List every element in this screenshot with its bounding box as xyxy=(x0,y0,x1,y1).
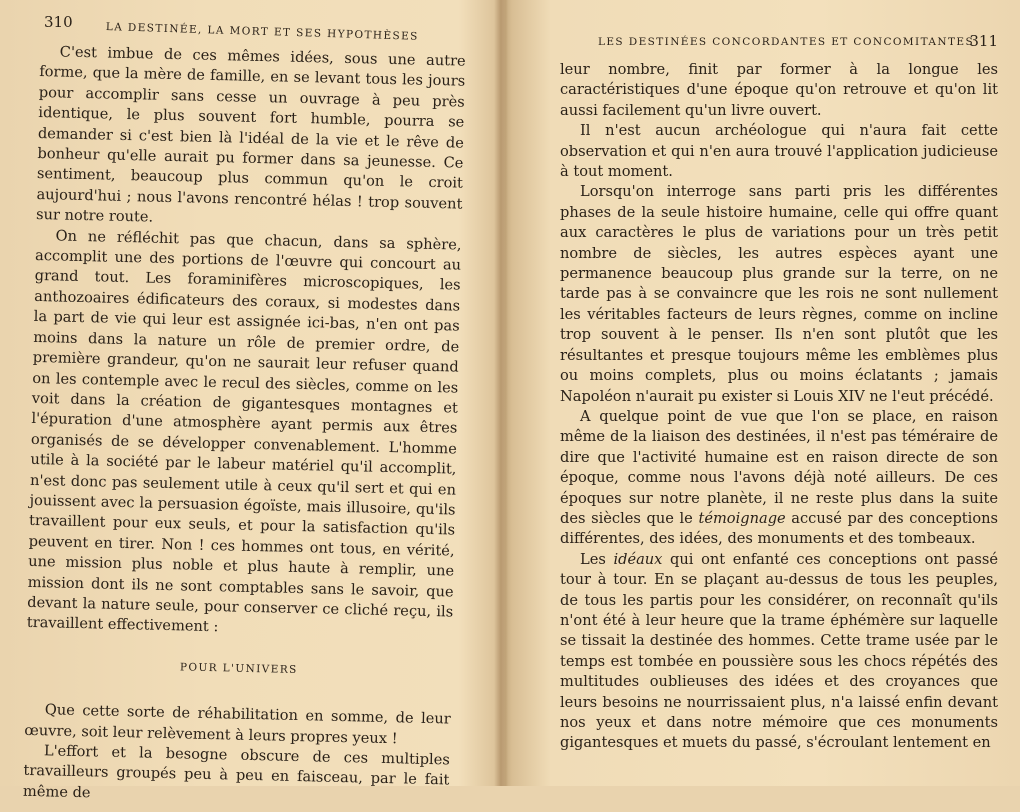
paragraph-ideaux xyxy=(560,550,998,754)
paragraph: On ne réfléchit pas que chacun, dans sa sphère, accomplit une des portions de l'œuvre qui concourt au grand tout. Les foraminifères microscopiques, les anthozoaires édificateurs des coraux, si modestes dans la part de vie qui leur est assignée ici-bas, n'en ont pas moins dans la nature un rôle de premier ordre, de première grandeur, qu'on ne saurait leur refuser quand on les contemple avec le recul des siècles, comme on les voit dans la création de gigantesques montagnes et l'épuration d'une atmosphère ayant permis aux êtres organisés de se développer convenablement. L'homme utile à la société par le labeur matériel qu'il accomplit, n'est donc pas seulement utile à ceux qu'il sert et qui en jouissent avec la persuasion égoïste, mais illusoire, qu'ils travaillent pour eux seuls, et pour la satisfaction qu'ils peuvent en tirer. Non ! ces hommes ont tous, en vérité, une mission plus noble et plus haute à remplir, une mission dont ils ne sont comptables sans le savoir, que devant la nature seule, pour conserver ce cliché reçu, ils travaillent effectivement : xyxy=(26,227,462,636)
paragraph: C'est imbue de ces mêmes idées, sous une autre forme, que la mère de famille, en se levant tous les jours pour accomplir sans cesse un ouvrage à peu près identique, le plus souvent fort humble, pourra se demander si c'est bien là l'idéal de la vie et le rêve de bonheur qu'elle aurait pu former dans sa jeunesse. Ce sentiment, beaucoup plus commun qu'on le croit aujourd'hui ; nous l'avons rencontré hélas ! trop souvent sur notre route. xyxy=(35,43,466,226)
italic-word: idéaux xyxy=(613,550,663,568)
right-body-text xyxy=(560,60,998,754)
left-running-head-title: LA DESTINÉE, LA MORT ET SES HYPOTHÈSES xyxy=(105,21,419,43)
text-run: A quelque point de vue que l'on se place, en raison même de la liaison des destinées, il n'est pas téméraire de dire que l'activité humaine est en raison directe de son époque, comme nous l'avons déjà noté ailleurs. De ces époques sur notre planète, il ne reste plus dans la suite des siècles que le xyxy=(560,407,998,527)
text-run: qui ont enfanté ces conceptions ont passé tour à tour. En se plaçant au-dessus de tous les peuples, de tous les partis pour les considérer, on reconnaît qu'ils n'ont été à leur heure que la trame éphémère sur laquelle se tissait la destinée des hommes. Cette trame usée par le temps est tombée en poussière sous les chocs répétés des multitudes oublieuses des idées et des croyances que leurs besoins ne nourrissaient plus, n'a laissé enfin devant nos yeux et dans notre mémoire que ces monuments gigantesques et muets du passé, s'écroulant lentement en xyxy=(560,550,998,752)
right-running-head-title: LES DESTINÉES CONCORDANTES ET CONCOMITANTES xyxy=(598,36,975,48)
paragraph: L'effort et la besogne obscure de ces multiples travailleurs groupés peu à peu en faisceau, par le fait même de xyxy=(22,742,451,802)
text-run: accusé par des conceptions différentes, des idées, des monuments et des tombeaux. xyxy=(560,509,998,548)
italic-word: témoignage xyxy=(698,509,786,527)
paragraph-continuation: leur nombre, finit par former à la longue les caractéristiques d'une époque qu'on retrouve et qu'on lit aussi facilement qu'un livre ouvert. xyxy=(560,61,998,119)
section-heading: POUR L'UNIVERS xyxy=(179,661,298,676)
paragraph-temoignage xyxy=(560,407,998,550)
left-body-text xyxy=(23,42,466,812)
left-page-number: 310 xyxy=(44,13,73,31)
paragraph: Il n'est aucun archéologue qui n'aura fait cette observation et qui n'en aura trouvé l'application judicieuse à tout moment. xyxy=(560,122,998,181)
paragraph: Que cette sorte de réhabilitation en somme, de leur œuvre, soit leur relèvement à leurs propres yeux ! xyxy=(24,701,451,747)
right-page xyxy=(508,0,1020,786)
right-page-number: 311 xyxy=(969,32,998,50)
text-run: Les xyxy=(580,550,614,568)
left-page xyxy=(0,0,500,802)
paragraph: Lorsqu'on interroge sans parti pris les différentes phases de la seule histoire humaine, celle qui offre quant aux caractères le plus de variations pour un très petit nombre de siècles, les autres espèces ayant une permanence beaucoup plus grande sur la terre, on ne tarde pas à se convaincre que les rois ne sont nullement les véritables facteurs de leurs règnes, comme on incline trop souvent à le penser. Ils n'en sont plutôt que les résultantes et presque toujours même les emblèmes plus ou moins complets, plus ou moins éclatants ; jamais Napoléon n'aurait pu exister si Louis XIV ne l'eut précédé. xyxy=(560,183,998,405)
